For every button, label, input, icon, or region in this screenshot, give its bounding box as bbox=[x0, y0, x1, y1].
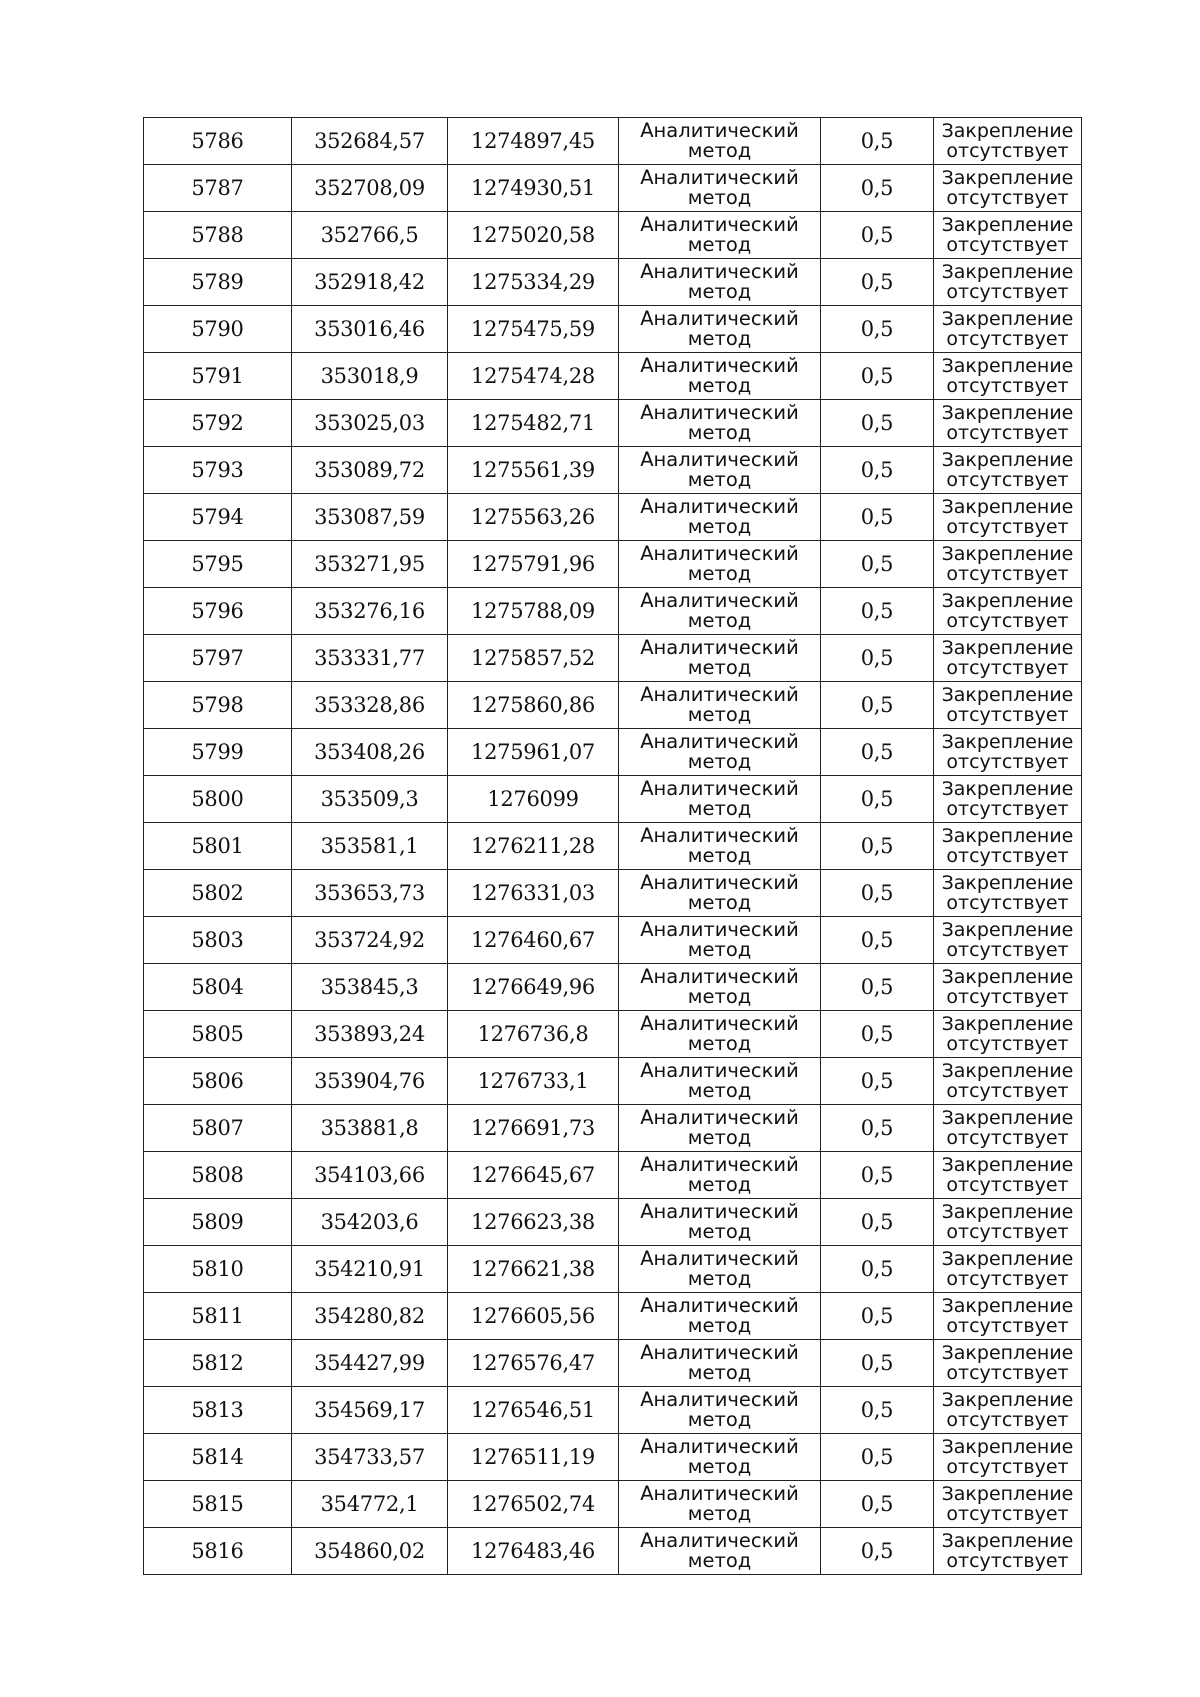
closure-label: Закрепление отсутствует bbox=[941, 1013, 1074, 1055]
method-label: Аналитический метод bbox=[640, 636, 799, 679]
closure-cell bbox=[934, 1481, 1082, 1528]
accuracy-cell: 0,5 bbox=[821, 682, 934, 729]
method-cell bbox=[619, 353, 821, 400]
method-label: Аналитический метод bbox=[640, 307, 799, 350]
table-row bbox=[144, 1293, 1082, 1340]
point-number-cell: 5794 bbox=[144, 494, 292, 541]
x-coordinate-cell: 354860,02 bbox=[292, 1528, 448, 1575]
table-row bbox=[144, 682, 1082, 729]
table-row bbox=[144, 1434, 1082, 1481]
point-number-cell: 5799 bbox=[144, 729, 292, 776]
x-coordinate-cell: 353581,1 bbox=[292, 823, 448, 870]
point-number-cell: 5786 bbox=[144, 118, 292, 165]
y-coordinate-cell: 1276691,73 bbox=[448, 1105, 619, 1152]
point-number-cell: 5788 bbox=[144, 212, 292, 259]
x-coordinate-cell: 353881,8 bbox=[292, 1105, 448, 1152]
method-label: Аналитический метод bbox=[640, 777, 799, 820]
accuracy-cell: 0,5 bbox=[821, 588, 934, 635]
x-coordinate-cell: 353653,73 bbox=[292, 870, 448, 917]
method-cell bbox=[619, 588, 821, 635]
y-coordinate-cell: 1275474,28 bbox=[448, 353, 619, 400]
accuracy-cell: 0,5 bbox=[821, 447, 934, 494]
accuracy-cell: 0,5 bbox=[821, 400, 934, 447]
method-cell bbox=[619, 1011, 821, 1058]
method-label: Аналитический метод bbox=[640, 683, 799, 726]
table-row bbox=[144, 823, 1082, 870]
x-coordinate-cell: 353328,86 bbox=[292, 682, 448, 729]
method-label: Аналитический метод bbox=[640, 166, 799, 209]
table-row bbox=[144, 870, 1082, 917]
closure-label: Закрепление отсутствует bbox=[941, 1389, 1074, 1431]
method-label: Аналитический метод bbox=[640, 1341, 799, 1384]
method-cell bbox=[619, 1387, 821, 1434]
x-coordinate-cell: 353271,95 bbox=[292, 541, 448, 588]
method-cell bbox=[619, 729, 821, 776]
method-label: Аналитический метод bbox=[640, 354, 799, 397]
closure-cell bbox=[934, 870, 1082, 917]
x-coordinate-cell: 353016,46 bbox=[292, 306, 448, 353]
table-row bbox=[144, 776, 1082, 823]
closure-label: Закрепление отсутствует bbox=[941, 919, 1074, 961]
y-coordinate-cell: 1276576,47 bbox=[448, 1340, 619, 1387]
method-label: Аналитический метод bbox=[640, 1482, 799, 1525]
method-label: Аналитический метод bbox=[640, 1153, 799, 1196]
table-row bbox=[144, 165, 1082, 212]
closure-label: Закрепление отсутствует bbox=[941, 308, 1074, 350]
table-row bbox=[144, 1340, 1082, 1387]
method-cell bbox=[619, 1058, 821, 1105]
closure-label: Закрепление отсутствует bbox=[941, 167, 1074, 209]
closure-cell bbox=[934, 1011, 1082, 1058]
y-coordinate-cell: 1276099 bbox=[448, 776, 619, 823]
accuracy-cell: 0,5 bbox=[821, 729, 934, 776]
method-cell bbox=[619, 118, 821, 165]
x-coordinate-cell: 354569,17 bbox=[292, 1387, 448, 1434]
point-number-cell: 5793 bbox=[144, 447, 292, 494]
table-row bbox=[144, 1246, 1082, 1293]
method-cell bbox=[619, 541, 821, 588]
table-row bbox=[144, 259, 1082, 306]
y-coordinate-cell: 1276483,46 bbox=[448, 1528, 619, 1575]
method-label: Аналитический метод bbox=[640, 965, 799, 1008]
method-cell bbox=[619, 259, 821, 306]
y-coordinate-cell: 1275020,58 bbox=[448, 212, 619, 259]
closure-label: Закрепление отсутствует bbox=[941, 1248, 1074, 1290]
y-coordinate-cell: 1276211,28 bbox=[448, 823, 619, 870]
accuracy-cell: 0,5 bbox=[821, 118, 934, 165]
y-coordinate-cell: 1275860,86 bbox=[448, 682, 619, 729]
method-cell bbox=[619, 1434, 821, 1481]
table-row bbox=[144, 1152, 1082, 1199]
y-coordinate-cell: 1276733,1 bbox=[448, 1058, 619, 1105]
x-coordinate-cell: 354733,57 bbox=[292, 1434, 448, 1481]
point-number-cell: 5789 bbox=[144, 259, 292, 306]
coordinates-table-body bbox=[144, 118, 1082, 1575]
closure-cell bbox=[934, 1387, 1082, 1434]
method-cell bbox=[619, 494, 821, 541]
coordinates-table bbox=[143, 117, 1082, 1575]
closure-cell bbox=[934, 1340, 1082, 1387]
closure-cell bbox=[934, 1246, 1082, 1293]
table-row bbox=[144, 541, 1082, 588]
point-number-cell: 5791 bbox=[144, 353, 292, 400]
method-cell bbox=[619, 165, 821, 212]
point-number-cell: 5814 bbox=[144, 1434, 292, 1481]
method-label: Аналитический метод bbox=[640, 213, 799, 256]
accuracy-cell: 0,5 bbox=[821, 494, 934, 541]
method-label: Аналитический метод bbox=[640, 448, 799, 491]
point-number-cell: 5790 bbox=[144, 306, 292, 353]
closure-cell bbox=[934, 729, 1082, 776]
closure-cell bbox=[934, 400, 1082, 447]
point-number-cell: 5809 bbox=[144, 1199, 292, 1246]
closure-cell bbox=[934, 917, 1082, 964]
method-cell bbox=[619, 682, 821, 729]
closure-label: Закрепление отсутствует bbox=[941, 355, 1074, 397]
closure-cell bbox=[934, 306, 1082, 353]
accuracy-cell: 0,5 bbox=[821, 1434, 934, 1481]
method-cell bbox=[619, 1152, 821, 1199]
method-label: Аналитический метод bbox=[640, 1388, 799, 1431]
point-number-cell: 5800 bbox=[144, 776, 292, 823]
x-coordinate-cell: 353408,26 bbox=[292, 729, 448, 776]
accuracy-cell: 0,5 bbox=[821, 1246, 934, 1293]
y-coordinate-cell: 1276511,19 bbox=[448, 1434, 619, 1481]
x-coordinate-cell: 353276,16 bbox=[292, 588, 448, 635]
x-coordinate-cell: 353331,77 bbox=[292, 635, 448, 682]
x-coordinate-cell: 353509,3 bbox=[292, 776, 448, 823]
x-coordinate-cell: 353845,3 bbox=[292, 964, 448, 1011]
table-row bbox=[144, 635, 1082, 682]
method-cell bbox=[619, 1340, 821, 1387]
x-coordinate-cell: 354203,6 bbox=[292, 1199, 448, 1246]
method-cell bbox=[619, 823, 821, 870]
y-coordinate-cell: 1274930,51 bbox=[448, 165, 619, 212]
table-row bbox=[144, 400, 1082, 447]
y-coordinate-cell: 1275857,52 bbox=[448, 635, 619, 682]
table-row bbox=[144, 1011, 1082, 1058]
closure-cell bbox=[934, 447, 1082, 494]
x-coordinate-cell: 353018,9 bbox=[292, 353, 448, 400]
method-label: Аналитический метод bbox=[640, 871, 799, 914]
accuracy-cell: 0,5 bbox=[821, 165, 934, 212]
closure-cell bbox=[934, 588, 1082, 635]
accuracy-cell: 0,5 bbox=[821, 1293, 934, 1340]
method-cell bbox=[619, 212, 821, 259]
table-row bbox=[144, 1528, 1082, 1575]
table-row bbox=[144, 1199, 1082, 1246]
table-row bbox=[144, 447, 1082, 494]
y-coordinate-cell: 1276460,67 bbox=[448, 917, 619, 964]
closure-cell bbox=[934, 494, 1082, 541]
closure-label: Закрепление отсутствует bbox=[941, 778, 1074, 820]
x-coordinate-cell: 352708,09 bbox=[292, 165, 448, 212]
point-number-cell: 5796 bbox=[144, 588, 292, 635]
point-number-cell: 5806 bbox=[144, 1058, 292, 1105]
method-label: Аналитический метод bbox=[640, 1106, 799, 1149]
method-cell bbox=[619, 1246, 821, 1293]
point-number-cell: 5807 bbox=[144, 1105, 292, 1152]
accuracy-cell: 0,5 bbox=[821, 1199, 934, 1246]
method-label: Аналитический метод bbox=[640, 260, 799, 303]
accuracy-cell: 0,5 bbox=[821, 964, 934, 1011]
table-row bbox=[144, 118, 1082, 165]
method-label: Аналитический метод bbox=[640, 1247, 799, 1290]
closure-label: Закрепление отсутствует bbox=[941, 1530, 1074, 1572]
closure-cell bbox=[934, 964, 1082, 1011]
x-coordinate-cell: 354427,99 bbox=[292, 1340, 448, 1387]
table-row bbox=[144, 212, 1082, 259]
method-label: Аналитический метод bbox=[640, 1059, 799, 1102]
y-coordinate-cell: 1275475,59 bbox=[448, 306, 619, 353]
table-row bbox=[144, 1058, 1082, 1105]
x-coordinate-cell: 353087,59 bbox=[292, 494, 448, 541]
table-row bbox=[144, 353, 1082, 400]
closure-label: Закрепление отсутствует bbox=[941, 543, 1074, 585]
point-number-cell: 5798 bbox=[144, 682, 292, 729]
accuracy-cell: 0,5 bbox=[821, 1340, 934, 1387]
closure-label: Закрепление отсутствует bbox=[941, 637, 1074, 679]
closure-label: Закрепление отсутствует bbox=[941, 684, 1074, 726]
x-coordinate-cell: 352684,57 bbox=[292, 118, 448, 165]
x-coordinate-cell: 353025,03 bbox=[292, 400, 448, 447]
y-coordinate-cell: 1275482,71 bbox=[448, 400, 619, 447]
closure-label: Закрепление отсутствует bbox=[941, 1154, 1074, 1196]
method-cell bbox=[619, 447, 821, 494]
table-row bbox=[144, 1481, 1082, 1528]
method-label: Аналитический метод bbox=[640, 589, 799, 632]
table-row bbox=[144, 729, 1082, 776]
method-label: Аналитический метод bbox=[640, 1200, 799, 1243]
closure-cell bbox=[934, 776, 1082, 823]
closure-cell bbox=[934, 635, 1082, 682]
method-cell bbox=[619, 1105, 821, 1152]
accuracy-cell: 0,5 bbox=[821, 917, 934, 964]
method-label: Аналитический метод bbox=[640, 824, 799, 867]
method-label: Аналитический метод bbox=[640, 401, 799, 444]
accuracy-cell: 0,5 bbox=[821, 353, 934, 400]
accuracy-cell: 0,5 bbox=[821, 1105, 934, 1152]
x-coordinate-cell: 352766,5 bbox=[292, 212, 448, 259]
method-label: Аналитический метод bbox=[640, 1435, 799, 1478]
method-label: Аналитический метод bbox=[640, 918, 799, 961]
closure-label: Закрепление отсутствует bbox=[941, 1060, 1074, 1102]
method-cell bbox=[619, 776, 821, 823]
method-cell bbox=[619, 1199, 821, 1246]
method-label: Аналитический метод bbox=[640, 542, 799, 585]
accuracy-cell: 0,5 bbox=[821, 306, 934, 353]
y-coordinate-cell: 1276502,74 bbox=[448, 1481, 619, 1528]
accuracy-cell: 0,5 bbox=[821, 870, 934, 917]
closure-label: Закрепление отсутствует bbox=[941, 402, 1074, 444]
y-coordinate-cell: 1276736,8 bbox=[448, 1011, 619, 1058]
y-coordinate-cell: 1275788,09 bbox=[448, 588, 619, 635]
closure-label: Закрепление отсутствует bbox=[941, 449, 1074, 491]
method-cell bbox=[619, 917, 821, 964]
point-number-cell: 5797 bbox=[144, 635, 292, 682]
method-cell bbox=[619, 1481, 821, 1528]
closure-cell bbox=[934, 1105, 1082, 1152]
accuracy-cell: 0,5 bbox=[821, 259, 934, 306]
y-coordinate-cell: 1276605,56 bbox=[448, 1293, 619, 1340]
method-label: Аналитический метод bbox=[640, 119, 799, 162]
accuracy-cell: 0,5 bbox=[821, 1481, 934, 1528]
closure-label: Закрепление отсутствует bbox=[941, 872, 1074, 914]
accuracy-cell: 0,5 bbox=[821, 1528, 934, 1575]
table-row bbox=[144, 588, 1082, 635]
closure-label: Закрепление отсутствует bbox=[941, 1295, 1074, 1337]
closure-label: Закрепление отсутствует bbox=[941, 1436, 1074, 1478]
closure-label: Закрепление отсутствует bbox=[941, 1107, 1074, 1149]
y-coordinate-cell: 1275334,29 bbox=[448, 259, 619, 306]
method-cell bbox=[619, 400, 821, 447]
closure-label: Закрепление отсутствует bbox=[941, 966, 1074, 1008]
x-coordinate-cell: 353904,76 bbox=[292, 1058, 448, 1105]
table-row bbox=[144, 917, 1082, 964]
point-number-cell: 5808 bbox=[144, 1152, 292, 1199]
accuracy-cell: 0,5 bbox=[821, 1387, 934, 1434]
point-number-cell: 5787 bbox=[144, 165, 292, 212]
closure-cell bbox=[934, 353, 1082, 400]
closure-label: Закрепление отсутствует bbox=[941, 825, 1074, 867]
method-cell bbox=[619, 870, 821, 917]
y-coordinate-cell: 1275561,39 bbox=[448, 447, 619, 494]
accuracy-cell: 0,5 bbox=[821, 823, 934, 870]
point-number-cell: 5804 bbox=[144, 964, 292, 1011]
x-coordinate-cell: 354772,1 bbox=[292, 1481, 448, 1528]
point-number-cell: 5805 bbox=[144, 1011, 292, 1058]
method-label: Аналитический метод bbox=[640, 495, 799, 538]
method-cell bbox=[619, 1528, 821, 1575]
point-number-cell: 5803 bbox=[144, 917, 292, 964]
closure-label: Закрепление отсутствует bbox=[941, 1342, 1074, 1384]
closure-label: Закрепление отсутствует bbox=[941, 731, 1074, 773]
method-cell bbox=[619, 635, 821, 682]
point-number-cell: 5816 bbox=[144, 1528, 292, 1575]
closure-cell bbox=[934, 682, 1082, 729]
closure-label: Закрепление отсутствует bbox=[941, 214, 1074, 256]
x-coordinate-cell: 354210,91 bbox=[292, 1246, 448, 1293]
accuracy-cell: 0,5 bbox=[821, 1152, 934, 1199]
closure-cell bbox=[934, 165, 1082, 212]
table-row bbox=[144, 494, 1082, 541]
y-coordinate-cell: 1274897,45 bbox=[448, 118, 619, 165]
x-coordinate-cell: 353724,92 bbox=[292, 917, 448, 964]
point-number-cell: 5815 bbox=[144, 1481, 292, 1528]
x-coordinate-cell: 354103,66 bbox=[292, 1152, 448, 1199]
closure-cell bbox=[934, 1434, 1082, 1481]
closure-cell bbox=[934, 541, 1082, 588]
table-row bbox=[144, 1387, 1082, 1434]
closure-cell bbox=[934, 823, 1082, 870]
y-coordinate-cell: 1276331,03 bbox=[448, 870, 619, 917]
closure-cell bbox=[934, 1199, 1082, 1246]
y-coordinate-cell: 1275563,26 bbox=[448, 494, 619, 541]
y-coordinate-cell: 1275961,07 bbox=[448, 729, 619, 776]
x-coordinate-cell: 353893,24 bbox=[292, 1011, 448, 1058]
closure-label: Закрепление отсутствует bbox=[941, 261, 1074, 303]
accuracy-cell: 0,5 bbox=[821, 212, 934, 259]
closure-label: Закрепление отсутствует bbox=[941, 120, 1074, 162]
x-coordinate-cell: 353089,72 bbox=[292, 447, 448, 494]
table-row bbox=[144, 1105, 1082, 1152]
method-label: Аналитический метод bbox=[640, 730, 799, 773]
x-coordinate-cell: 354280,82 bbox=[292, 1293, 448, 1340]
y-coordinate-cell: 1276621,38 bbox=[448, 1246, 619, 1293]
x-coordinate-cell: 352918,42 bbox=[292, 259, 448, 306]
point-number-cell: 5792 bbox=[144, 400, 292, 447]
accuracy-cell: 0,5 bbox=[821, 635, 934, 682]
table-row bbox=[144, 306, 1082, 353]
method-label: Аналитический метод bbox=[640, 1294, 799, 1337]
point-number-cell: 5810 bbox=[144, 1246, 292, 1293]
table-row bbox=[144, 964, 1082, 1011]
method-label: Аналитический метод bbox=[640, 1012, 799, 1055]
y-coordinate-cell: 1276649,96 bbox=[448, 964, 619, 1011]
point-number-cell: 5812 bbox=[144, 1340, 292, 1387]
closure-cell bbox=[934, 259, 1082, 306]
accuracy-cell: 0,5 bbox=[821, 776, 934, 823]
closure-label: Закрепление отсутствует bbox=[941, 1201, 1074, 1243]
closure-cell bbox=[934, 1152, 1082, 1199]
method-label: Аналитический метод bbox=[640, 1529, 799, 1572]
point-number-cell: 5795 bbox=[144, 541, 292, 588]
point-number-cell: 5802 bbox=[144, 870, 292, 917]
y-coordinate-cell: 1276546,51 bbox=[448, 1387, 619, 1434]
accuracy-cell: 0,5 bbox=[821, 1011, 934, 1058]
closure-cell bbox=[934, 118, 1082, 165]
closure-label: Закрепление отсутствует bbox=[941, 496, 1074, 538]
point-number-cell: 5811 bbox=[144, 1293, 292, 1340]
point-number-cell: 5801 bbox=[144, 823, 292, 870]
accuracy-cell: 0,5 bbox=[821, 1058, 934, 1105]
y-coordinate-cell: 1275791,96 bbox=[448, 541, 619, 588]
y-coordinate-cell: 1276623,38 bbox=[448, 1199, 619, 1246]
closure-label: Закрепление отсутствует bbox=[941, 1483, 1074, 1525]
method-cell bbox=[619, 306, 821, 353]
method-cell bbox=[619, 1293, 821, 1340]
accuracy-cell: 0,5 bbox=[821, 541, 934, 588]
method-cell bbox=[619, 964, 821, 1011]
closure-cell bbox=[934, 1293, 1082, 1340]
point-number-cell: 5813 bbox=[144, 1387, 292, 1434]
y-coordinate-cell: 1276645,67 bbox=[448, 1152, 619, 1199]
closure-cell bbox=[934, 212, 1082, 259]
closure-cell bbox=[934, 1528, 1082, 1575]
closure-label: Закрепление отсутствует bbox=[941, 590, 1074, 632]
closure-cell bbox=[934, 1058, 1082, 1105]
